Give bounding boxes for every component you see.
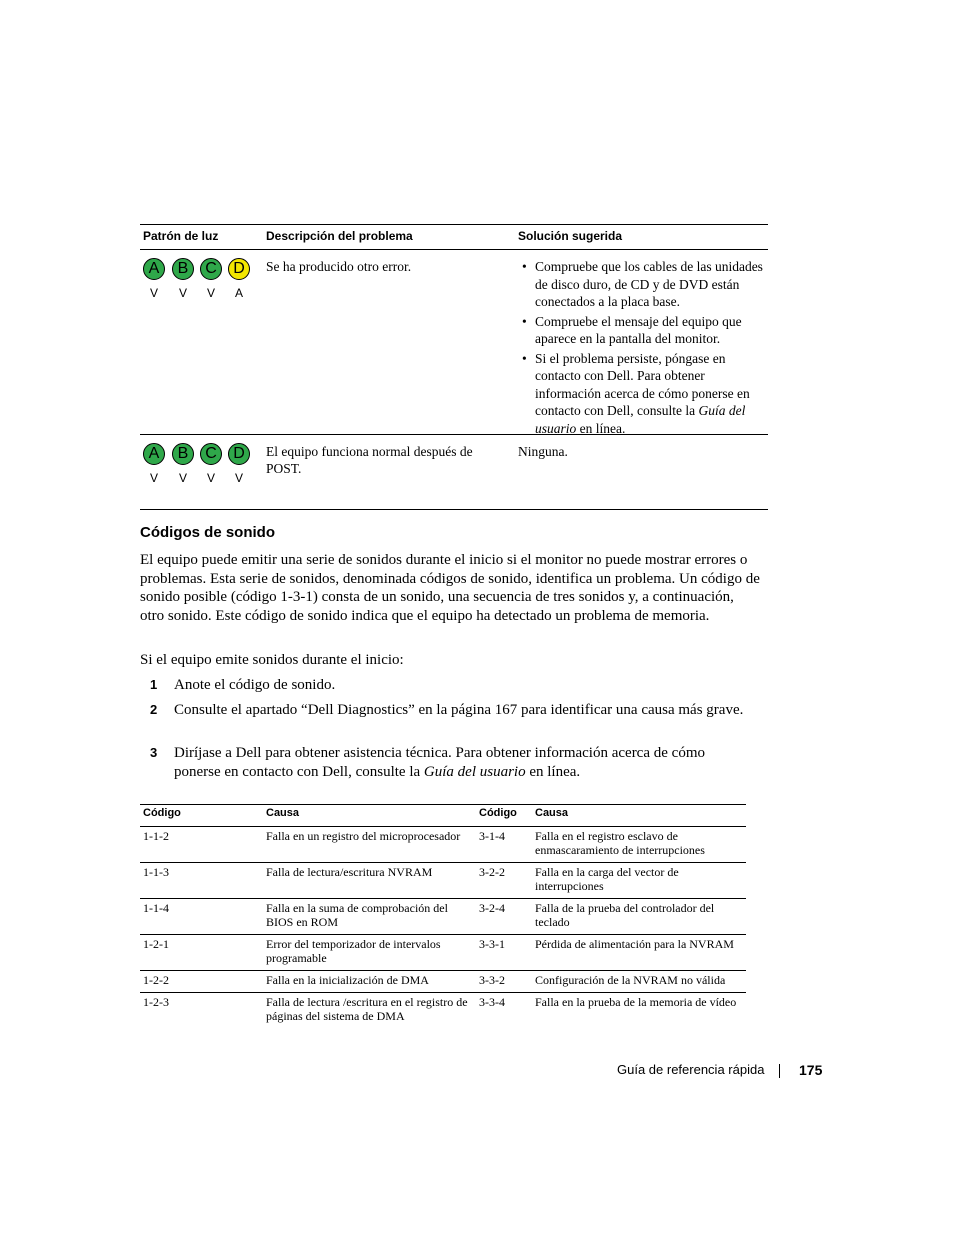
cause-cell: Falla de la prueba del controlador del teclado	[535, 901, 715, 929]
led-b-icon: B	[172, 258, 194, 280]
cause-cell: Falla en la inicialización de DMA	[266, 973, 429, 987]
cause-cell: Falla de lectura /escritura en el registro de páginas del sistema de DMA	[266, 995, 468, 1023]
cause-cell: Falla en la prueba de la memoria de vídeo	[535, 995, 737, 1009]
solution-text-end: en línea.	[576, 420, 626, 436]
cause-cell: Falla en la suma de comprobación del BIOS en ROM	[266, 901, 448, 929]
light-pattern-table	[140, 224, 768, 510]
solution-text: Si el problema persiste, póngase en contacto con Dell. Para obtener información acerca de cómo ponerse en contacto con Dell, consulte la	[535, 350, 750, 418]
beep-code-table	[140, 804, 746, 1028]
led-a-icon: A	[143, 258, 165, 280]
table-header	[140, 225, 768, 250]
cause-cell: Pérdida de alimentación para la NVRAM	[535, 937, 734, 951]
header-code: Código	[143, 807, 181, 819]
led-pattern	[143, 258, 251, 298]
footer-title: Guía de referencia rápida	[617, 1062, 765, 1077]
header-cause: Causa	[266, 807, 300, 819]
led-c-state: V	[206, 286, 215, 300]
led-b-state: V	[178, 471, 187, 485]
suggested-solution	[518, 258, 766, 439]
code-cell: 3-3-2	[479, 973, 505, 987]
led-b-state: V	[178, 286, 187, 300]
lead-in-paragraph: Si el equipo emite sonidos durante el inicio:	[140, 652, 404, 668]
cause-cell: Falla en el registro esclavo de enmascaramiento de interrupciones	[535, 829, 705, 857]
step-text-start: Diríjase a Dell para obtener asistencia técnica. Para obtener información acerca de cómo ponerse en contacto con Dell, consulte la	[174, 745, 705, 780]
led-d-state: V	[234, 471, 243, 485]
user-guide-reference: Guía del usuario	[535, 403, 746, 436]
table-row	[140, 863, 746, 899]
step-number: 3	[150, 745, 158, 760]
solution-bullet: • Compruebe que los cables de las unidades de disco duro, de CD y de DVD están conectados a la placa base.	[518, 258, 766, 311]
table-row	[140, 435, 768, 510]
code-cell: 1-2-1	[143, 937, 169, 951]
led-b-icon: B	[172, 443, 194, 465]
header-code: Código	[479, 807, 517, 819]
code-cell: 1-1-3	[143, 865, 169, 879]
table-row	[140, 993, 746, 1028]
problem-description: Se ha producido otro error.	[266, 259, 412, 274]
solution-bullet: • Compruebe el mensaje del equipo que aparece en la pantalla del monitor.	[518, 313, 766, 348]
led-pattern	[143, 443, 251, 483]
led-d-state: A	[234, 286, 243, 300]
code-cell: 3-2-4	[479, 901, 505, 915]
step-text: Consulte el apartado “Dell Diagnostics” en la página 167 para identificar una causa más grave.	[174, 702, 744, 718]
led-a-state: V	[149, 286, 158, 300]
led-a-icon: A	[143, 443, 165, 465]
code-cell: 3-3-1	[479, 937, 505, 951]
problem-description: El equipo funciona normal después de POST.	[266, 444, 473, 476]
header-cause: Causa	[535, 807, 569, 819]
intro-paragraph: El equipo puede emitir una serie de sonidos durante el inicio si el monitor no puede mostrar errores o problemas. Esta serie de sonidos, denominada códigos de sonido, identifica un problema. Un código de sonido posible (código 1-3-1) consta de un sonido, una secuencia de tres sonidos y, a continuación, otro sonido. Este código de sonido indica que el equipo ha detectado un problema de memoria.	[140, 552, 760, 624]
cause-cell: Error del temporizador de intervalos programable	[266, 937, 441, 965]
step-text: Anote el código de sonido.	[174, 677, 336, 693]
table-row	[140, 827, 746, 863]
header-solution: Solución sugerida	[518, 229, 623, 243]
solution-bullet	[518, 350, 766, 438]
led-d-icon: D	[228, 443, 250, 465]
table-row	[140, 899, 746, 935]
header-description: Descripción del problema	[266, 229, 413, 243]
code-cell: 1-2-3	[143, 995, 169, 1009]
code-cell: 1-1-4	[143, 901, 169, 915]
step-number: 1	[150, 677, 158, 692]
cause-cell: Configuración de la NVRAM no válida	[535, 973, 726, 987]
led-d-icon: D	[228, 258, 250, 280]
code-cell: 3-2-2	[479, 865, 505, 879]
header-light-pattern: Patrón de luz	[143, 229, 219, 243]
step-text	[174, 744, 744, 781]
section-title: Códigos de sonido	[140, 524, 275, 541]
cause-cell: Falla de lectura/escritura NVRAM	[266, 865, 433, 879]
code-cell: 3-1-4	[479, 829, 505, 843]
cause-cell: Falla en un registro del microprocesador	[266, 829, 461, 843]
step-number: 2	[150, 702, 158, 717]
code-cell: 3-3-4	[479, 995, 505, 1009]
led-c-icon: C	[200, 443, 222, 465]
code-cell: 1-1-2	[143, 829, 169, 843]
led-c-state: V	[206, 471, 215, 485]
user-guide-reference: Guía del usuario	[423, 763, 526, 780]
cause-cell: Falla en la carga del vector de interrupciones	[535, 865, 679, 893]
led-c-icon: C	[200, 258, 222, 280]
table-row	[140, 971, 746, 993]
table-header	[140, 805, 746, 827]
led-a-state: V	[149, 471, 158, 485]
suggested-solution: Ninguna.	[518, 444, 568, 459]
step-text-end: en línea.	[525, 763, 581, 780]
page-number: 175	[799, 1062, 823, 1078]
table-row	[140, 250, 768, 435]
footer-divider	[779, 1064, 780, 1078]
table-row	[140, 935, 746, 971]
code-cell: 1-2-2	[143, 973, 169, 987]
